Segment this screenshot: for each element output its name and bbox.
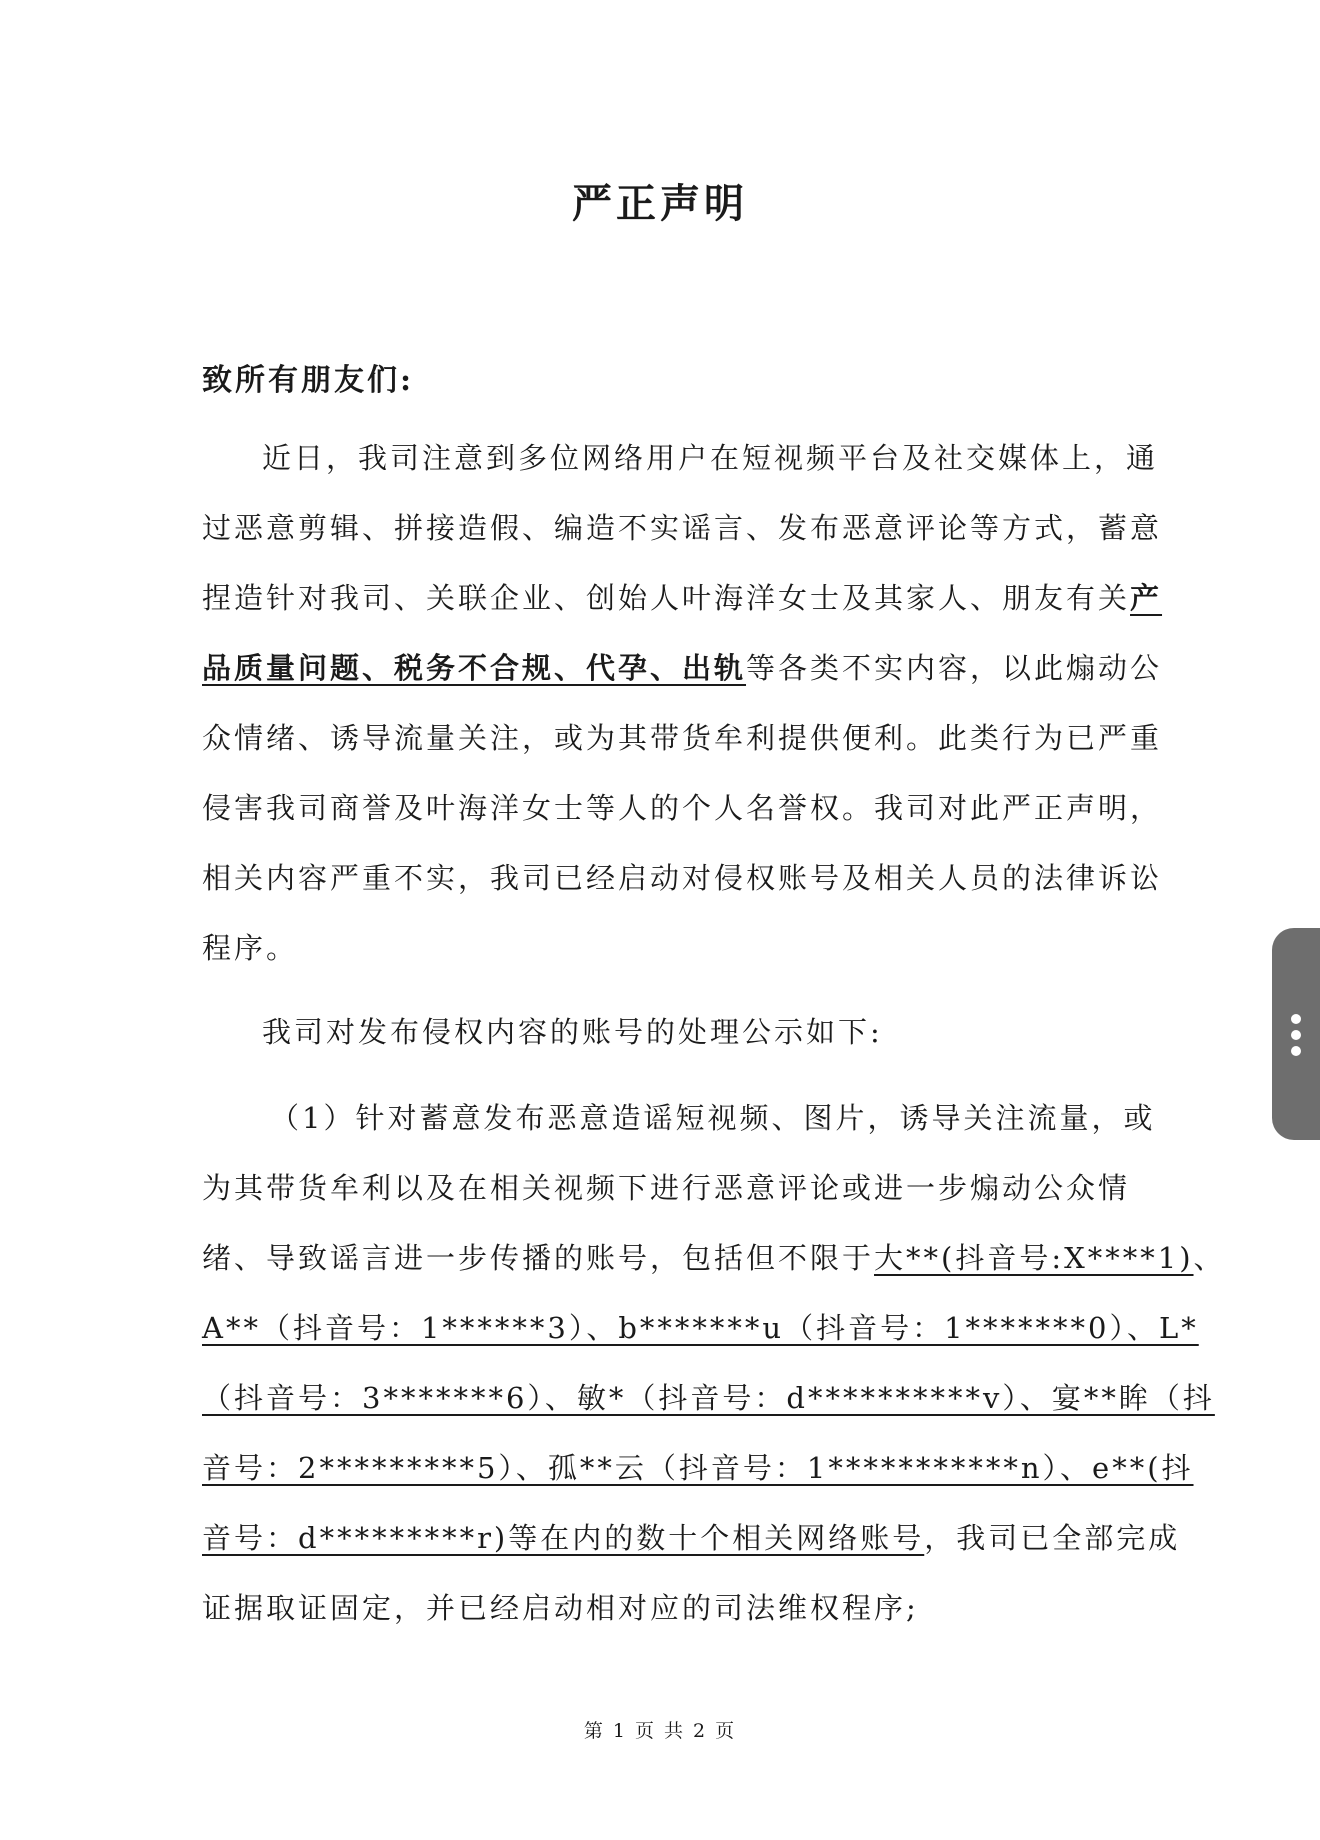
account-list-start: 大**(抖音号:X****1)	[874, 1241, 1194, 1275]
paragraph-1-line-7: 相关内容严重不实，我司已经启动对侵权账号及相关人员的法律诉讼	[202, 861, 1163, 895]
salutation: 致所有朋友们:	[202, 363, 415, 398]
paragraph-3-line-7	[202, 1518, 1181, 1558]
underlined-claims-start: 产	[1130, 581, 1163, 615]
paragraph-3-line-3-sep: 、	[1193, 1241, 1226, 1275]
page-footer: 第 1 页 共 2 页	[583, 1720, 737, 1742]
paragraph-3-line-7-text: ，我司已全部完成	[924, 1521, 1181, 1555]
paragraph-1-line-4-text: 等各类不实内容，以此煽动公	[746, 651, 1163, 685]
account-list-end: 音号：d*********r)等在内的数十个相关网络账号	[202, 1521, 925, 1555]
paragraph-2: 我司对发布侵权内容的账号的处理公示如下:	[262, 1015, 883, 1049]
paragraph-3-line-1: （1）针对蓄意发布恶意造谣短视频、图片，诱导关注流量，或	[270, 1101, 1156, 1135]
account-list-line-3: 音号：2*********5）、孤**云（抖音号：1***********n）、e**(抖	[202, 1451, 1194, 1485]
paragraph-1-line-1: 近日，我司注意到多位网络用户在短视频平台及社交媒体上，通	[262, 441, 1159, 475]
document-title: 严正声明	[572, 180, 748, 227]
paragraph-3-line-3	[202, 1238, 1226, 1278]
paragraph-3-line-2: 为其带货牟利以及在相关视频下进行恶意评论或进一步煽动公众情	[202, 1171, 1131, 1205]
paragraph-1-line-3-text: 捏造针对我司、关联企业、创始人叶海洋女士及其家人、朋友有关	[202, 581, 1131, 615]
paragraph-1-line-3	[202, 578, 1163, 618]
paragraph-3-line-3-text: 绪、导致谣言进一步传播的账号，包括但不限于	[202, 1241, 875, 1275]
account-list-line-2: （抖音号：3*******6）、敏*（抖音号：d**********v）、宴**眸（抖	[202, 1381, 1215, 1415]
paragraph-3-line-8: 证据取证固定，并已经启动相对应的司法维权程序;	[202, 1591, 919, 1625]
paragraph-1-line-6: 侵害我司商誉及叶海洋女士等人的个人名誉权。我司对此严正声明，	[202, 791, 1163, 825]
paragraph-1-line-2: 过恶意剪辑、拼接造假、编造不实谣言、发布恶意评论等方式，蓄意	[202, 511, 1163, 545]
paragraph-1-line-8: 程序。	[202, 931, 299, 965]
paragraph-1-line-5: 众情绪、诱导流量关注，或为其带货牟利提供便利。此类行为已严重	[202, 721, 1163, 755]
underlined-claims: 品质量问题、税务不合规、代孕、出轨	[202, 651, 747, 685]
side-panel-handle[interactable]	[1272, 928, 1320, 1140]
paragraph-1-line-4	[202, 648, 1163, 688]
account-list-line-1: A**（抖音号：1******3）、b*******u（抖音号：1*******0）、L*	[202, 1311, 1199, 1345]
